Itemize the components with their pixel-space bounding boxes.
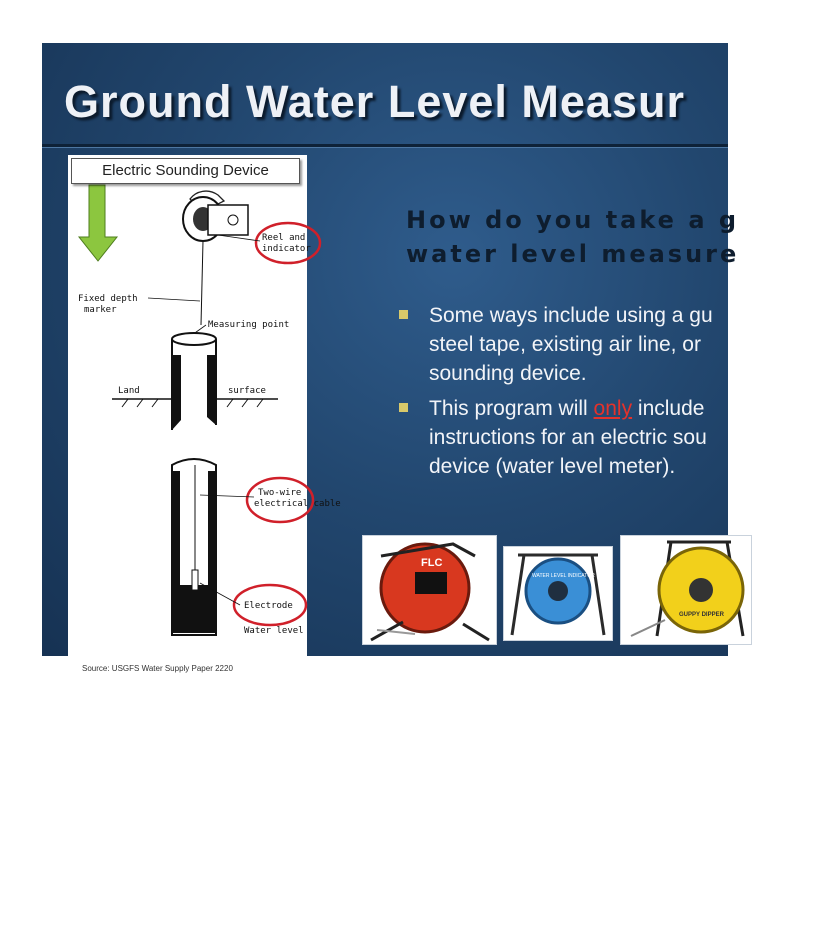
bullet-list [395,301,835,487]
label-marker: marker [84,305,117,315]
label-fixed-depth: Fixed depth [78,294,138,304]
label-cable: electrical cable [254,499,341,509]
label-flc: FLC [421,557,443,569]
photo-red-meter [362,535,497,645]
slide-title: Ground Water Level Measur [64,76,685,127]
well-diagram [68,155,341,680]
label-surface: surface [228,386,266,396]
bullet-item: Some ways include using a gu steel tape, existing air line, or sounding device. [395,301,835,388]
bullet-item: This program will only include instructions for an electric sou device (water level meter). [395,394,835,481]
title-divider-highlight [42,147,728,148]
label-measuring-point: Measuring point [208,320,290,330]
label-two-wire: Two-wire [258,488,302,498]
emphasis-only: only [593,397,633,420]
label-land: Land [118,386,140,396]
square-bullet-icon [399,403,408,412]
square-bullet-icon [399,310,408,319]
question-line-2: water level measure [406,240,740,268]
diagram-figure [68,155,341,680]
question-heading [406,203,826,271]
label-indicator: indicator [262,244,311,254]
label-electrode: Electrode [244,601,293,611]
question-line-1: How do you take a g [406,206,740,234]
label-yellow-meter: GUPPY DIPPER [679,612,724,618]
photo-blue-meter [503,546,613,641]
photo-yellow-meter [620,535,752,645]
label-blue-meter: WATER LEVEL INDICATOR [532,573,595,579]
arrow-icon [79,185,117,261]
label-water-level: Water level [244,626,304,636]
slide [42,43,740,673]
figure-label: Electric Sounding Device [71,158,300,184]
figure-source: Source: USGFS Water Supply Paper 2220 [82,664,233,673]
label-reel: Reel and [262,233,306,243]
